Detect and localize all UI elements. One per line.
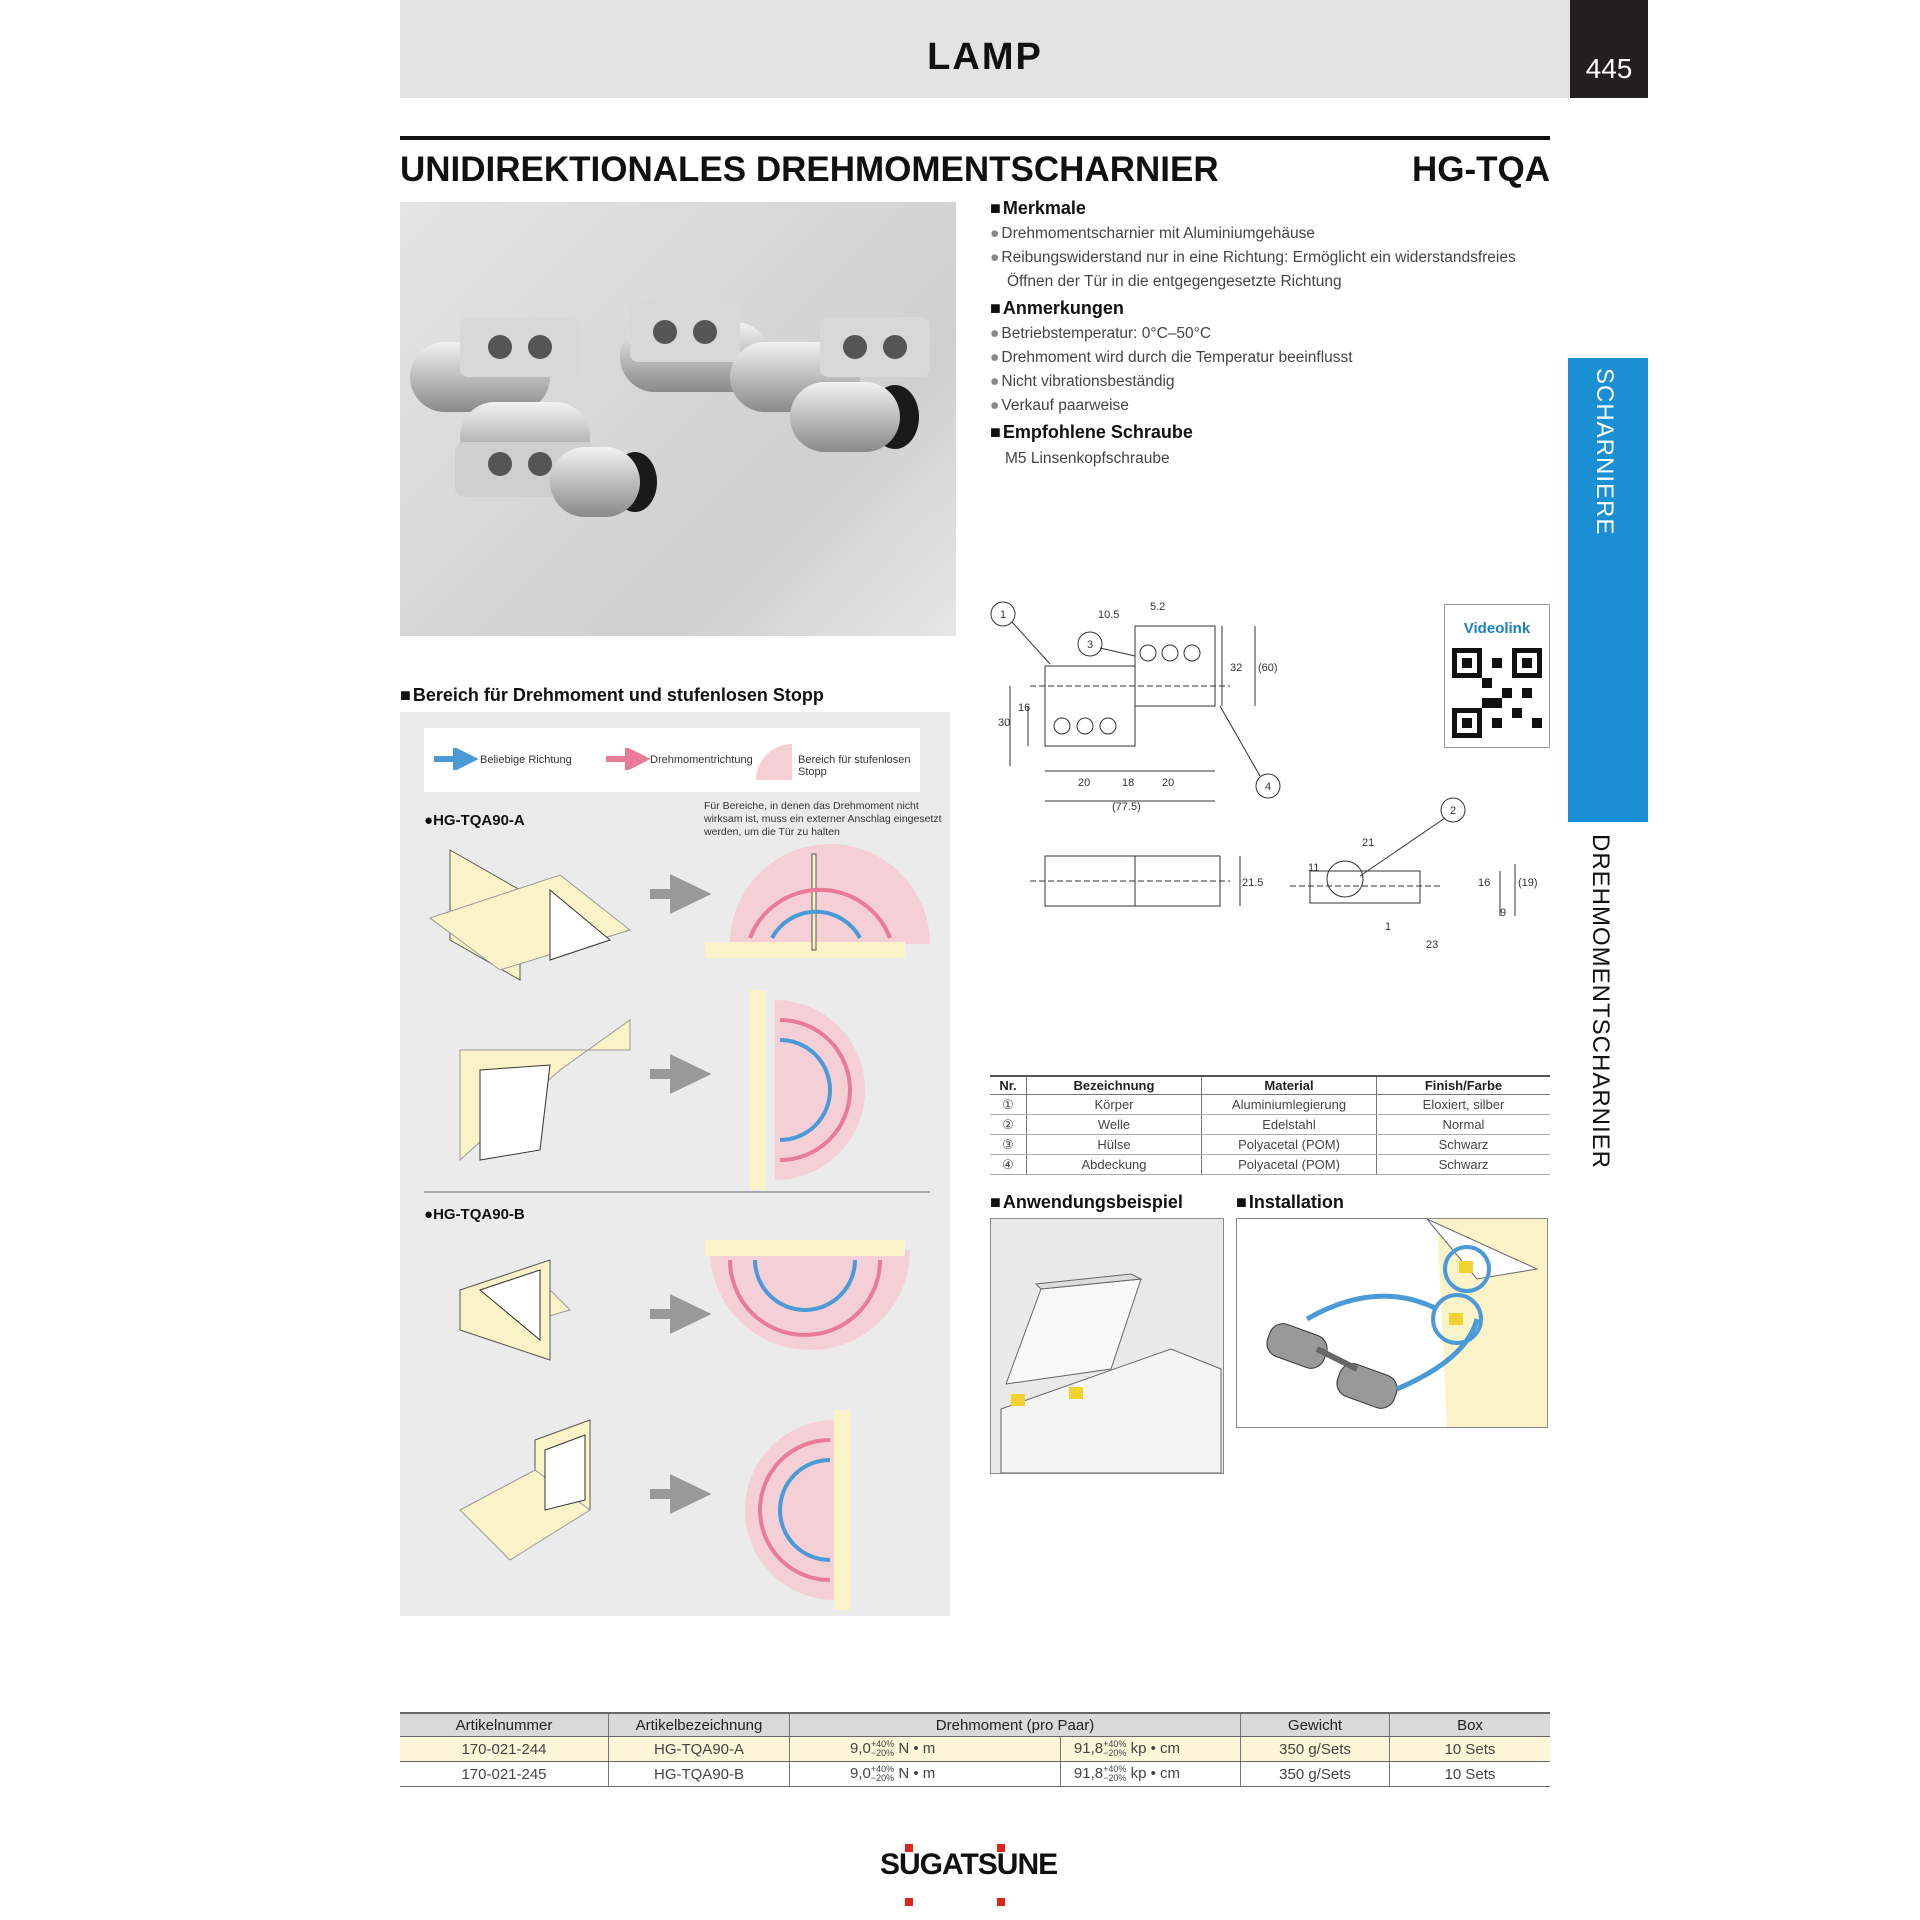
table-cell: 9,0 bbox=[850, 1739, 871, 1757]
table-cell: N • m bbox=[898, 1764, 936, 1782]
door-diagram-a2 bbox=[460, 990, 865, 1190]
dim-label: 20 bbox=[1078, 777, 1091, 789]
table-cell: HG-TQA90-B bbox=[609, 1762, 790, 1787]
table-cell: 9,0 bbox=[850, 1764, 871, 1782]
table-cell: Normal bbox=[1377, 1115, 1551, 1135]
dim-label: (77.5) bbox=[1112, 801, 1141, 813]
door-diagram-b1 bbox=[460, 1240, 910, 1360]
door-diagram-b2 bbox=[460, 1410, 850, 1610]
merkmal-item: ● Reibungswiderstand nur in eine Richtung: Ermöglicht ein widerstandsfreies bbox=[990, 249, 1516, 267]
anmerkungen-heading: ■ Anmerkungen bbox=[990, 298, 1124, 319]
table-cell: 170-021-244 bbox=[400, 1737, 609, 1762]
callout-4: 4 bbox=[1265, 781, 1272, 793]
parts-table bbox=[990, 1075, 1550, 1175]
table-cell: kp • cm bbox=[1130, 1739, 1180, 1757]
table-cell: Schwarz bbox=[1377, 1155, 1551, 1175]
footer-logo: SUGATSUNE bbox=[880, 1848, 1058, 1881]
table-cell: Welle bbox=[1027, 1115, 1202, 1135]
table-row bbox=[990, 1155, 1550, 1175]
model-code: HG-TQA bbox=[1411, 150, 1550, 189]
anmerkung-item: ● Drehmoment wird durch die Temperatur beeinflusst bbox=[990, 349, 1353, 367]
table-cell: +40% bbox=[1103, 1739, 1127, 1750]
dim-label: 9 bbox=[1500, 907, 1507, 919]
torque-legend bbox=[424, 728, 920, 792]
schraube-heading: ■ Empfohlene Schraube bbox=[990, 422, 1193, 443]
blue-arrow-icon bbox=[432, 748, 478, 770]
table-cell: HG-TQA90-A bbox=[609, 1737, 790, 1762]
brand-logo: LAMP bbox=[927, 36, 1043, 78]
table-cell: +40% bbox=[870, 1764, 895, 1775]
table-cell: 10 Sets bbox=[1390, 1762, 1551, 1787]
table-cell: ① bbox=[990, 1095, 1027, 1115]
spec-table bbox=[400, 1712, 1550, 1787]
spec-header: Gewicht bbox=[1241, 1713, 1390, 1737]
dim-label: 21 bbox=[1362, 837, 1375, 849]
product-photo bbox=[400, 202, 956, 636]
table-row bbox=[400, 1737, 1550, 1762]
dim-label: 16 bbox=[1018, 702, 1031, 714]
table-cell: Körper bbox=[1027, 1095, 1202, 1115]
anmerkung-item: ● Betriebstemperatur: 0°C–50°C bbox=[990, 325, 1211, 343]
page-title: UNIDIREKTIONALES DREHMOMENTSCHARNIER bbox=[400, 150, 1219, 189]
installation-illustration bbox=[1237, 1219, 1547, 1427]
schraube-text: M5 Linsenkopfschraube bbox=[1005, 450, 1170, 467]
table-cell: 91,8 bbox=[1073, 1764, 1104, 1782]
dim-label: 32 bbox=[1230, 662, 1243, 674]
callout-1: 1 bbox=[1000, 609, 1007, 621]
spec-header: Drehmoment (pro Paar) bbox=[790, 1713, 1241, 1737]
table-cell: N • m bbox=[898, 1739, 936, 1757]
table-cell: ② bbox=[990, 1115, 1027, 1135]
model-b-heading: ● HG-TQA90-B bbox=[424, 1206, 525, 1223]
callout-3: 3 bbox=[1087, 639, 1094, 651]
title-rule bbox=[400, 136, 1550, 140]
dim-label: 10.5 bbox=[1098, 609, 1120, 621]
table-cell: Hülse bbox=[1027, 1135, 1202, 1155]
table-cell: +40% bbox=[1103, 1764, 1127, 1775]
callout-2: 2 bbox=[1450, 805, 1457, 817]
legend-torque-direction: Drehmomentrichtung bbox=[650, 754, 753, 766]
pink-arrow-icon bbox=[604, 748, 650, 770]
dim-label: 5.2 bbox=[1150, 601, 1166, 613]
merkmale-heading: ■ Merkmale bbox=[990, 198, 1086, 219]
parts-header: Material bbox=[1202, 1076, 1377, 1095]
model-a-heading: ● HG-TQA90-A bbox=[424, 812, 525, 829]
application-heading: ■ Anwendungsbeispiel bbox=[990, 1192, 1183, 1213]
dim-label: (60) bbox=[1258, 662, 1278, 674]
table-cell: Edelstahl bbox=[1202, 1115, 1377, 1135]
video-link-label[interactable]: Videolink bbox=[1463, 620, 1531, 637]
table-cell: 170-021-245 bbox=[400, 1762, 609, 1787]
table-cell: 350 g/Sets bbox=[1241, 1762, 1390, 1787]
dim-label: (19) bbox=[1518, 877, 1538, 889]
spec-header: Box bbox=[1390, 1713, 1551, 1737]
dim-label: 11 bbox=[1308, 862, 1320, 874]
parts-header: Finish/Farbe bbox=[1377, 1076, 1551, 1095]
table-cell: 350 g/Sets bbox=[1241, 1737, 1390, 1762]
legend-stop-range: Bereich für stufenlosen Stopp bbox=[798, 754, 911, 778]
door-diagram-a1 bbox=[430, 844, 930, 980]
dim-label: 30 bbox=[998, 717, 1011, 729]
parts-header: Bezeichnung bbox=[1027, 1076, 1202, 1095]
table-row bbox=[990, 1135, 1550, 1155]
parts-header: Nr. bbox=[990, 1076, 1027, 1095]
hinge-photo-illustration bbox=[400, 202, 956, 636]
installation-heading: ■ Installation bbox=[1236, 1192, 1344, 1213]
page-number: 445 bbox=[1570, 0, 1648, 98]
dim-label: 16 bbox=[1478, 877, 1491, 889]
table-cell: kp • cm bbox=[1130, 1764, 1180, 1782]
table-cell: Eloxiert, silber bbox=[1377, 1095, 1551, 1115]
cabinet-illustration bbox=[991, 1219, 1223, 1473]
table-cell: ④ bbox=[990, 1155, 1027, 1175]
category-tab-label: SCHARNIERE bbox=[1591, 368, 1618, 536]
dim-label: 18 bbox=[1122, 777, 1135, 789]
table-row bbox=[990, 1115, 1550, 1135]
merkmal-item-continuation: Öffnen der Tür in die entgegengesetzte Richtung bbox=[1007, 273, 1342, 290]
technical-drawing bbox=[990, 596, 1570, 966]
application-example-image bbox=[990, 1218, 1224, 1474]
table-cell: Abdeckung bbox=[1027, 1155, 1202, 1175]
table-row bbox=[990, 1095, 1550, 1115]
installation-image bbox=[1236, 1218, 1548, 1428]
table-cell: 91,8 bbox=[1073, 1739, 1104, 1757]
table-cell: +40% bbox=[870, 1739, 895, 1750]
spec-header: Artikelnummer bbox=[400, 1713, 609, 1737]
dim-label: 23 bbox=[1426, 939, 1439, 951]
stopper-note: Für Bereiche, in denen das Drehmoment nicht wirksam ist, muss ein externer Anschlag eingesetzt werden, um die Tür zu halten bbox=[704, 800, 942, 838]
spec-header: Artikelbezeichnung bbox=[609, 1713, 790, 1737]
table-cell: −20% bbox=[870, 1773, 895, 1784]
subcategory-label: DREHMOMENTSCHARNIER bbox=[1587, 834, 1614, 1170]
table-cell: Schwarz bbox=[1377, 1135, 1551, 1155]
anmerkung-item: ● Nicht vibrationsbeständig bbox=[990, 373, 1175, 391]
table-cell: Aluminiumlegierung bbox=[1202, 1095, 1377, 1115]
stop-range-icon bbox=[754, 742, 798, 782]
table-row bbox=[400, 1762, 1550, 1787]
torque-heading: ■ Bereich für Drehmoment und stufenlosen Stopp bbox=[400, 685, 824, 706]
table-cell: −20% bbox=[1103, 1773, 1127, 1784]
dim-label: 21.5 bbox=[1242, 877, 1264, 889]
torque-diagrams bbox=[400, 830, 950, 1616]
table-cell: 10 Sets bbox=[1390, 1737, 1551, 1762]
table-cell: Polyacetal (POM) bbox=[1202, 1135, 1377, 1155]
dim-label: 1 bbox=[1385, 921, 1392, 933]
anmerkung-item: ● Verkauf paarweise bbox=[990, 397, 1129, 415]
table-cell: Polyacetal (POM) bbox=[1202, 1155, 1377, 1175]
merkmal-item: ● Drehmomentscharnier mit Aluminiumgehäuse bbox=[990, 225, 1315, 243]
table-cell: −20% bbox=[870, 1748, 895, 1759]
dim-label: 20 bbox=[1162, 777, 1175, 789]
legend-any-direction: Beliebige Richtung bbox=[480, 754, 572, 766]
table-cell: ③ bbox=[990, 1135, 1027, 1155]
table-cell: −20% bbox=[1103, 1748, 1127, 1759]
